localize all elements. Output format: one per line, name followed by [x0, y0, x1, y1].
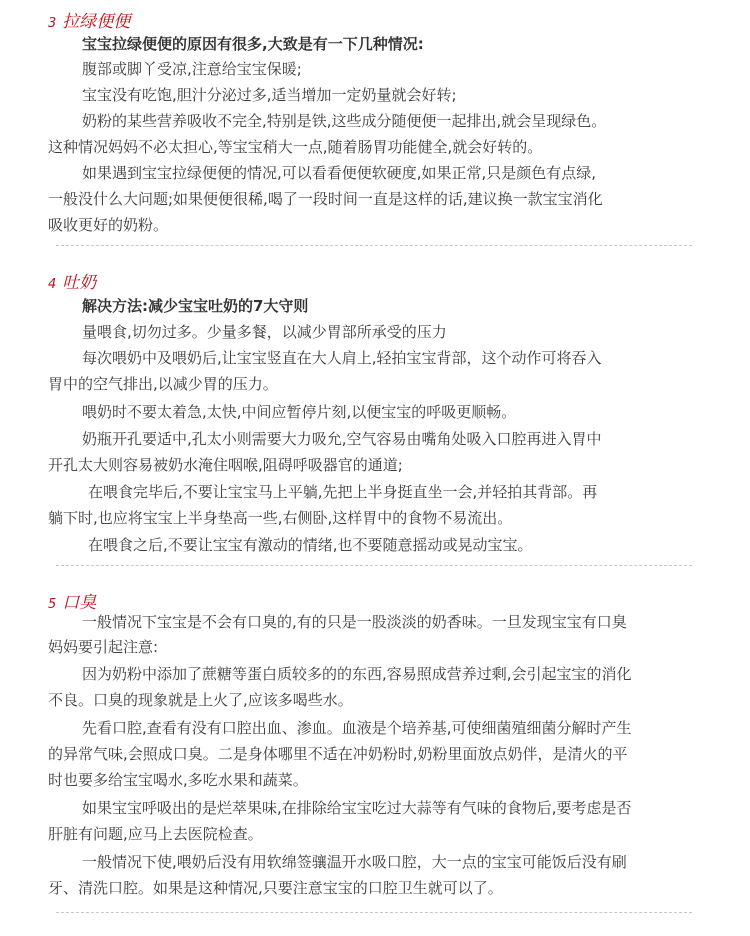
section-4-line: 在喂食完毕后,不要让宝宝马上平躺,先把上半身挺直坐一会,并轻拍其背部。再 [88, 483, 598, 501]
section-4-line: 躺下时,也应将宝宝上半身垫高一些,右侧卧,这样胃中的食物不易流出。 [48, 509, 513, 527]
section-5-line: 如果宝宝呼吸出的是烂萃果味,在排除给宝宝吃过大蒜等有气味的食物后,要考虑是否 [82, 799, 632, 817]
section-4-line: 胃中的空气排出,以减少胃的压力。 [48, 375, 278, 393]
section-5-line: 一般情况下使,喂奶后没有用软绵签骧温开水吸口腔，大一点的宝宝可能饭后没有刷 [82, 853, 627, 871]
section-5-line: 一般情况下宝宝是不会有口臭的,有的只是一股淡淡的奶香味。一旦发现宝宝有口臭 [82, 613, 627, 631]
section-3-line: 这种情况妈妈不必太担心,等宝宝稍大一点,随着肠胃功能健全,就会好转的。 [48, 138, 543, 156]
section-3-line: 吸收更好的奶粉。 [48, 216, 169, 234]
section-4-line: 在喂食之后,不要让宝宝有激动的情绪,也不要随意摇动或晃动宝宝。 [88, 536, 533, 554]
section-4-line: 量喂食,切勿过多。少量多餐，以减少胃部所承受的压力 [82, 323, 447, 341]
section-4-line: 解决方法:减少宝宝吐奶的7大守则 [82, 297, 309, 315]
section-5-number: 5 [48, 597, 57, 612]
section-divider [56, 245, 692, 246]
section-5-line: 牙、清洗口腔。如果是这种情况,只要注意宝宝的口腔卫生就可以了。 [48, 879, 503, 897]
section-4-line: 奶瓶开孔要适中,孔太小则需要大力吸允,空气容易由嘴角处吸入口腔再进入胃中 [82, 430, 602, 448]
section-4-line: 每次喂奶中及喂奶后,让宝宝竖直在大人肩上,轻拍宝宝背部，这个动作可将吞入 [82, 349, 602, 367]
section-5-line: 时也要多给宝宝喝水,多吃水果和蔬菜。 [48, 771, 308, 789]
section-3-title: 拉绿便便 [62, 12, 131, 32]
section-3-line: 一般没什么大问题;如果便便很稀,喝了一段时间一直是这样的话,建议换一款宝宝消化 [48, 190, 603, 208]
section-4-title: 吐奶 [62, 273, 97, 293]
section-3-heading [48, 7, 130, 32]
section-3-line: 宝宝拉绿便便的原因有很多,大致是有一下几种情况: [82, 35, 424, 53]
section-4-heading [48, 268, 96, 293]
section-5-line: 先看口腔,查看有没有口腔出血、渗血。血液是个培养基,可使细菌殖细菌分解时产生 [82, 719, 632, 737]
section-3-line: 宝宝没有吃饱,胆汁分泌过多,适当增加一定奶量就会好转; [82, 86, 457, 104]
section-divider [56, 912, 692, 913]
section-3-line: 如果遇到宝宝拉绿便便的情况,可以看看便便软硬度,如果正常,只是颜色有点绿, [82, 164, 597, 182]
section-5-title: 口臭 [62, 593, 97, 613]
section-5-line: 不良。口臭的现象就是上火了,应该多喝些水。 [48, 691, 353, 709]
section-3-line: 奶粉的某些营养吸收不完全,特别是铁,这些成分随便便一起排出,就会呈现绿色。 [82, 112, 607, 130]
section-5-line: 肝脏有问题,应马上去医院检查。 [48, 825, 263, 843]
section-divider [56, 565, 692, 566]
section-5-line: 因为奶粉中添加了蔗糖等蛋白质较多的的东西,容易照成营养过剩,会引起宝宝的消化 [82, 665, 632, 683]
section-5-line: 妈妈要引起注意: [48, 638, 159, 656]
section-3-number: 3 [48, 16, 57, 31]
section-4-line: 开孔太大则容易被奶水淹住咽喉,阻碍呼吸器官的通道; [48, 456, 403, 474]
section-5-line: 的异常气味,会照成口臭。二是身体哪里不适在冲奶粉时,奶粉里面放点奶伴，是清火的平 [48, 745, 628, 763]
section-3-line: 腹部或脚丫受凉,注意给宝宝保暖; [82, 60, 302, 78]
section-4-line: 喂奶时不要太着急,太快,中间应暂停片刻,以便宝宝的呼吸更顺畅。 [82, 403, 517, 421]
section-4-number: 4 [48, 277, 57, 292]
section-5-heading [48, 588, 96, 613]
